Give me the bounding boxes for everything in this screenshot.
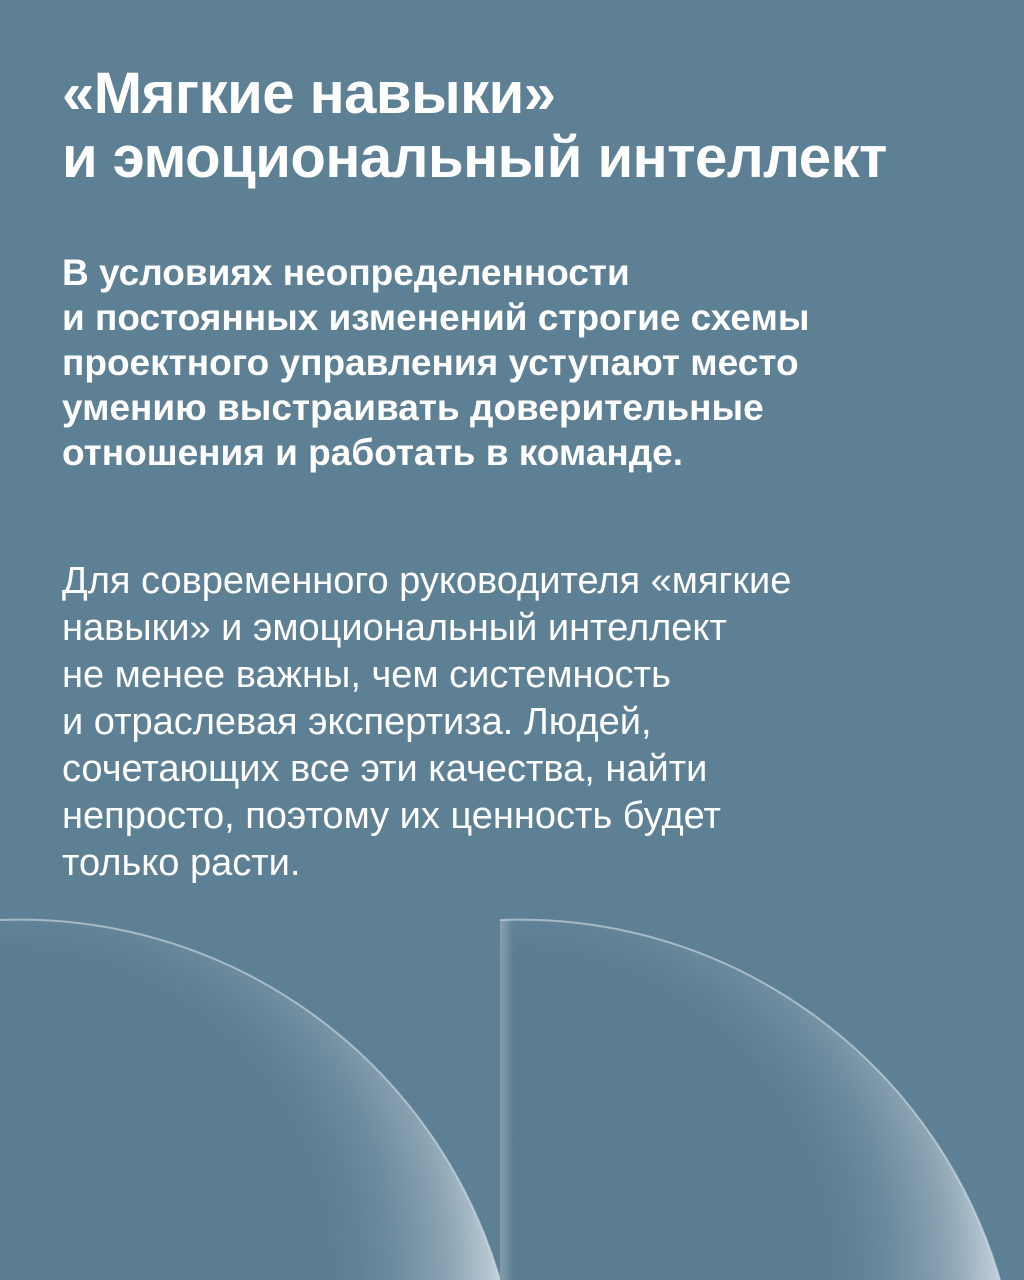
body-line-5: сочетающих все эти качества, найти: [62, 748, 708, 790]
body-paragraph: [62, 558, 982, 887]
body-line-2: навыки» и эмоциональный интеллект: [62, 607, 727, 649]
lead-line-3: проектного управления уступают место: [62, 342, 799, 383]
body-line-3: не менее важны, чем системность: [62, 654, 671, 696]
lead-line-5: отношения и работать в команде.: [62, 432, 684, 473]
slide-title-line-1: «Мягкие навыки»: [62, 61, 556, 126]
lead-line-2: и постоянных изменений строгие схемы: [62, 297, 810, 338]
body-line-4: и отраслевая экспертиза. Людей,: [62, 701, 652, 743]
body-line-1: Для современного руководителя «мягкие: [62, 560, 792, 602]
decorative-quarter-circles: [0, 900, 1024, 1280]
body-line-7: только расти.: [62, 842, 301, 884]
slide-title: [62, 62, 1002, 190]
lead-paragraph: [62, 250, 982, 475]
body-line-6: непросто, поэтому их ценность будет: [62, 795, 721, 837]
lead-line-1: В условиях неопределенности: [62, 252, 630, 293]
lead-line-4: умению выстраивать доверительные: [62, 387, 764, 428]
slide-title-line-2: и эмоциональный интеллект: [62, 125, 887, 190]
